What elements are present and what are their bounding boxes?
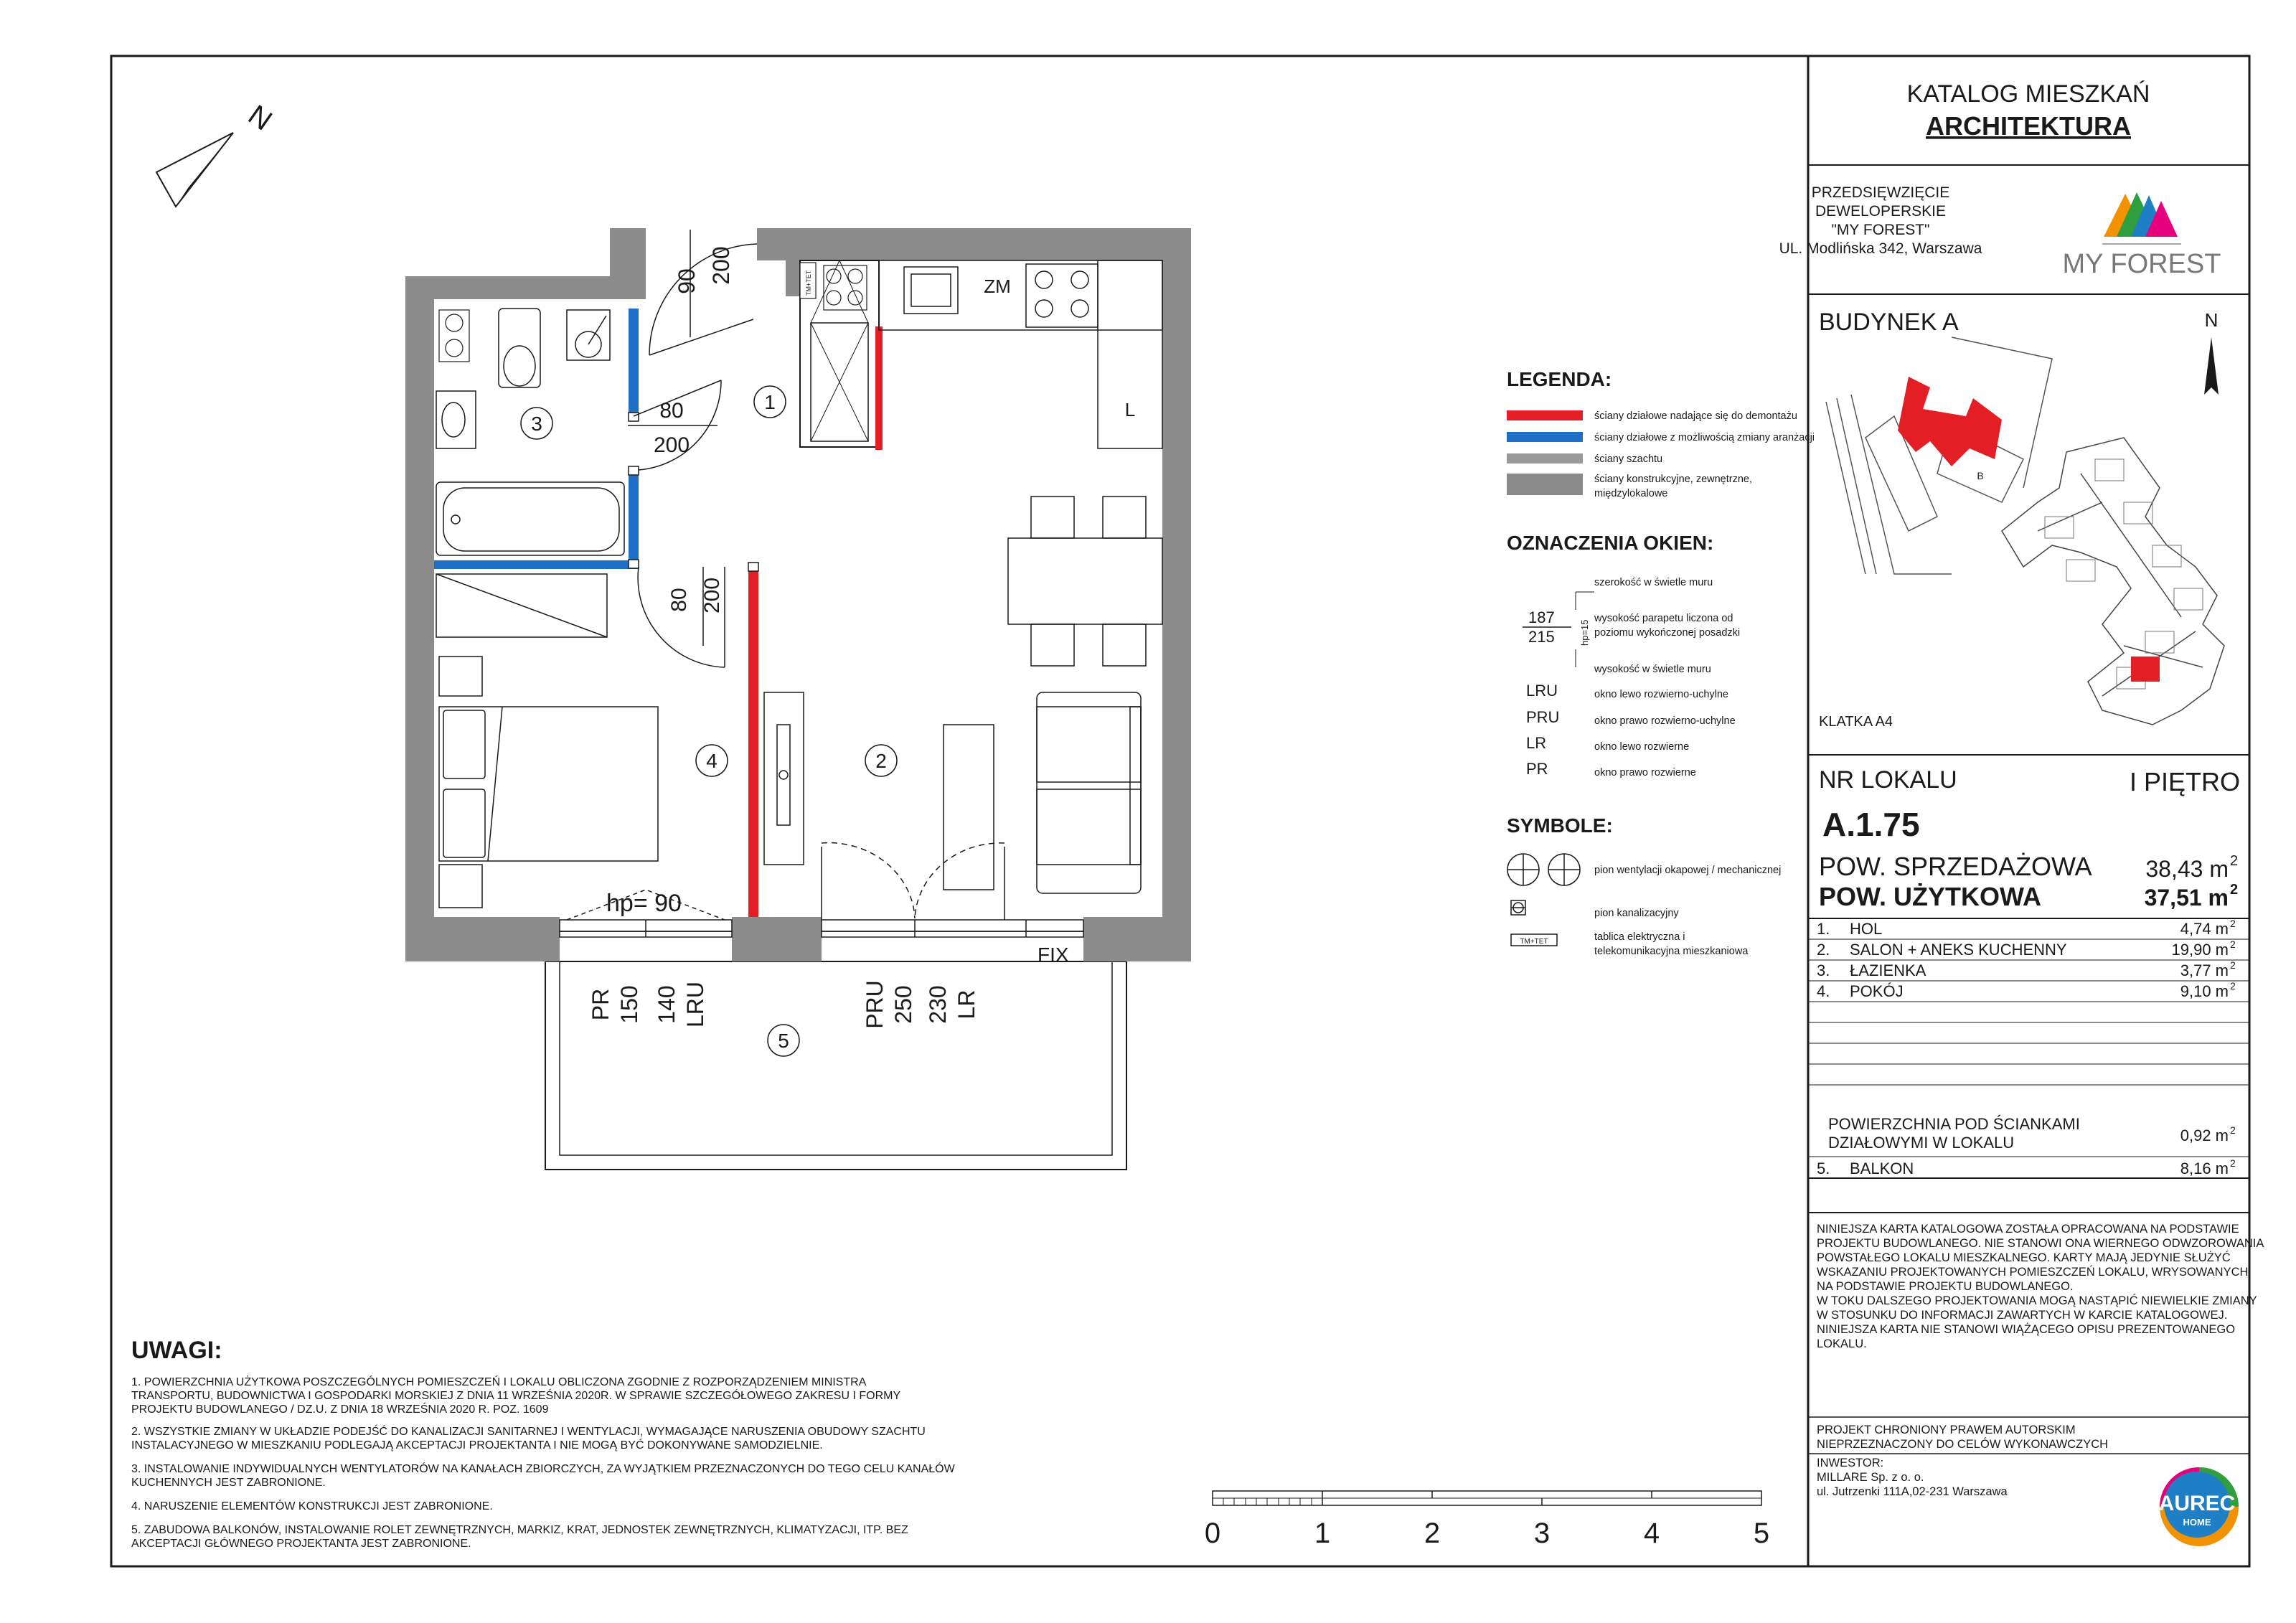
zm-label: ZM (984, 276, 1011, 297)
sill-height: hp= 90 (606, 890, 682, 917)
area-sup: 2 (2230, 882, 2239, 898)
note-line: 3. INSTALOWANIE INDYWIDUALNYCH WENTYLATORÓW NA KANAŁACH ZBIORCZYCH, ZA WYJĄTKIEM PRZEZNACZONYCH DO TEGO CELU KANAŁÓW (131, 1463, 955, 1475)
room-name: ŁAZIENKA (1850, 961, 1926, 979)
room-name: POKÓJ (1850, 982, 1904, 1000)
room-area: 9,10 m (2180, 982, 2229, 1000)
kitchen-furniture (879, 260, 1162, 893)
scale-bar (1205, 1491, 1769, 1549)
sale-area-label: POW. SPRZEDAŻOWA (1819, 852, 2092, 881)
usable-area-label: POW. UŻYTKOWA (1819, 882, 2041, 911)
door-width: 90 (674, 268, 700, 294)
door-height: 200 (653, 433, 690, 457)
copyright-line: PROJEKT CHRONIONY PRAWEM AUTORSKIM (1817, 1424, 2076, 1436)
area-sup: 2 (2230, 1157, 2236, 1169)
area-sup: 2 (2230, 980, 2236, 992)
investor-address: ul. Jutrzenki 111A,02-231 Warszawa (1817, 1485, 2008, 1498)
site-building-letter: B (1977, 470, 1984, 481)
usable-area-value: 37,51 m (2144, 885, 2229, 911)
stair-label: KLATKA A4 (1819, 714, 1893, 730)
rearrangeable-wall (629, 474, 639, 567)
room-number-hall: 1 (764, 391, 776, 413)
panel-code: TM+TET (805, 270, 812, 296)
floor-plan (156, 99, 1191, 1170)
header-line1: KATALOG MIESZKAŃ (1906, 80, 2150, 108)
note-line: INSTALACYJNEGO W MIESZKANIU PODLEGAJĄ AKCEPTACJI PROJEKTANTA I NIE MOGĄ BYĆ DOKONYWANE SAMODZIELNIE. (131, 1439, 823, 1452)
area-sup: 2 (2230, 1124, 2236, 1136)
under-walls-line2: DZIAŁOWYMI W LOKALU (1828, 1134, 2015, 1152)
note-line: AKCEPTACJI GŁÓWNEGO PROJEKTANTA JEST ZABRONIONE. (131, 1538, 471, 1550)
window-sample-width: 187 (1528, 608, 1555, 626)
note-line: TRANSPORTU, BUDOWNICTWA I GOSPODARKI MORSKIEJ Z DNIA 11 WRZEŚNIA 2020R. W SPRAWIE SZCZEGÓŁOWEGO ZAKRESU I FORMY (131, 1390, 901, 1402)
disclaimer-line: W TOKU DALSZEGO PROJEKTOWANIA MOGĄ NASTĄPIĆ NIEWIELKIE ZMIANY (1817, 1294, 2257, 1307)
note-line: 5. ZABUDOWA BALKONÓW, INSTALOWANIE ROLET ZEWNĘTRZNYCH, MARKIZ, KRAT, JEDNOSTEK ZEWNĘTRZNYCH, KLIMATYZACJI, ITP. BEZ (131, 1524, 908, 1536)
legend-swatch-shaft (1507, 453, 1583, 464)
highlighted-stair (2131, 657, 2160, 682)
area-sup: 2 (2230, 959, 2236, 971)
window-type: PRU (862, 980, 888, 1029)
table-row (1817, 938, 2236, 959)
floor-label: I PIĘTRO (2129, 767, 2240, 796)
table-row (1817, 959, 2236, 979)
panel-code: TM+TET (1520, 938, 1548, 946)
window-type-desc: okno prawo rozwierne (1594, 767, 1696, 778)
window-type-code: PR (1526, 760, 1548, 778)
window-height: 230 (925, 985, 951, 1024)
window-desc: szerokość w świetle muru (1594, 577, 1713, 588)
scale-tick-label: 0 (1204, 1518, 1221, 1549)
legend-label: międzylokalowe (1594, 488, 1668, 499)
key-plan (1819, 309, 2224, 730)
unit-number: A.1.75 (1822, 806, 1920, 843)
under-walls-line1: POWIERZCHNIA POD ŚCIANKAMI (1828, 1115, 2080, 1133)
aurec-logo-text: AUREC (2158, 1492, 2236, 1515)
rearrangeable-wall (434, 560, 639, 569)
legend-label: ściany działowe nadające się do demontażu (1594, 410, 1797, 422)
disclaimer-line: LOKALU. (1817, 1337, 1867, 1350)
developer-address: UL. Modlińska 342, Warszawa (1779, 240, 1982, 257)
area-sup: 2 (2230, 918, 2236, 929)
key-plan-north-label: N (2204, 309, 2219, 331)
demountable-wall (748, 563, 758, 917)
room-area: 19,90 m (2171, 941, 2229, 959)
window-type-code: PRU (1526, 708, 1560, 726)
scale-tick-label: 3 (1533, 1518, 1551, 1549)
scale-tick-label: 4 (1643, 1518, 1660, 1549)
room-number-bathroom: 3 (531, 413, 542, 435)
area-sup: 2 (2230, 853, 2239, 869)
window-type-desc: okno lewo rozwierne (1594, 741, 1690, 753)
investor-label: INWESTOR: (1817, 1457, 1884, 1469)
fridge-label: L (1124, 399, 1136, 420)
building-title: BUDYNEK A (1819, 309, 1959, 336)
plan-north-arrow-icon (156, 99, 278, 207)
legend-swatch-blue (1507, 432, 1583, 442)
developer-line: "MY FOREST" (1831, 222, 1930, 238)
window-height: 140 (654, 985, 679, 1024)
plan-north-label: N (243, 99, 278, 137)
header-line2: ARCHITEKTURA (1926, 111, 2131, 141)
window-type-desc: okno prawo rozwierno-uchylne (1594, 715, 1736, 727)
window-type: PR (588, 988, 613, 1021)
symbol-label: pion kanalizacyjny (1594, 908, 1679, 919)
north-arrow-icon (2204, 337, 2219, 395)
sewer-riser-icon (1511, 900, 1525, 915)
room-name: HOL (1850, 920, 1883, 938)
disclaimer-line: NINIEJSZA KARTA NIE STANOWI WIĄŻĄCEGO OPISU PREZENTOWANEGO (1817, 1323, 2236, 1336)
window-sample-hp: hp=15 (1579, 619, 1590, 646)
symbol-label: pion wentylacji okapowej / mechanicznej (1594, 865, 1782, 876)
note-line: 1. POWIERZCHNIA UŻYTKOWA POSZCZEGÓLNYCH POMIESZCZEŃ I LOKALU OBLICZONA ZGODNIE Z ROZPORZĄDZENIEM MINISTRA (131, 1376, 867, 1388)
room-number-living: 2 (875, 750, 887, 772)
balcony-row (1817, 1157, 2236, 1177)
legend-label: ściany szachtu (1594, 453, 1663, 465)
window-sample-height: 215 (1528, 628, 1555, 646)
logo-text: MY FOREST (2062, 249, 2221, 279)
disclaimer-line: NA PODSTAWIE PROJEKTU BUDOWLANEGO. (1817, 1280, 2074, 1293)
fix-label: FIX (1038, 944, 1069, 966)
windows-title: OZNACZENIA OKIEN: (1507, 532, 1714, 554)
symbol-label: tablica elektryczna i (1594, 931, 1685, 943)
room-no: 4. (1817, 982, 1830, 1000)
investor-name: MILLARE Sp. z o. o. (1817, 1471, 1924, 1484)
under-walls-area: 0,92 m (2180, 1126, 2229, 1144)
door-width: 80 (659, 399, 684, 423)
disclaimer-line: POWSTAŁEGO LOKALU MIESZKALNEGO. KARTY MAJĄ JEDYNIE SŁUŻYĆ (1817, 1251, 2231, 1264)
bathroom-fixtures (436, 309, 624, 637)
developer-line: PRZEDSIĘWZIĘCIE (1811, 184, 1950, 201)
room-area: 4,74 m (2180, 920, 2229, 938)
legend-swatch-red (1507, 410, 1583, 420)
legend-swatch-structural (1507, 474, 1583, 495)
window-desc: wysokość w świetle muru (1594, 664, 1711, 675)
note-line: 2. WSZYSTKIE ZMIANY W UKŁADZIE PODEJŚĆ DO KANALIZACJI SANITARNEJ I WENTYLACJI, WYMAGAJĄCE NARUSZENIA OBUDOWY SZACHTU (131, 1426, 926, 1438)
disclaimer-line: W STOSUNKU DO INFORMACJI ZAWARTYCH W KARCIE KATALOGOWEJ. (1817, 1309, 2228, 1322)
legend-label: ściany działowe z możliwością zmiany aranżacji (1594, 432, 1815, 443)
highlighted-building (1898, 377, 2002, 466)
unit-info (1819, 766, 2240, 911)
rearrangeable-wall (629, 309, 639, 413)
scale-tick-label: 5 (1753, 1518, 1770, 1549)
room-no: 3. (1817, 961, 1830, 979)
door-height: 200 (708, 246, 734, 285)
disclaimer-line: WSKAZANIU PROJEKTOWANYCH POMIESZCZEŃ LOKALU, WRYSOWANYCH (1817, 1266, 2249, 1279)
developer-info (1779, 184, 1982, 257)
window-desc: poziomu wykończonej posadzki (1594, 627, 1741, 639)
room-no: 1. (1817, 920, 1830, 938)
room-name: SALON + ANEKS KUCHENNY (1850, 941, 2067, 959)
note-line: 4. NARUSZENIE ELEMENTÓW KONSTRUKCJI JEST ZABRONIONE. (131, 1500, 493, 1513)
aurec-logo-subtext: HOME (2183, 1517, 2211, 1528)
legend-label: ściany konstrukcyjne, zewnętrzne, (1594, 474, 1753, 485)
table-row (1817, 980, 2236, 1000)
title-block (1779, 80, 2264, 1546)
note-line: KUCHENNYCH JEST ZABRONIONE. (131, 1477, 326, 1489)
nr-lokalu-label: NR LOKALU (1819, 766, 1957, 794)
window-width: 250 (890, 985, 916, 1024)
table-row (1817, 918, 2236, 938)
symbol-label: telekomunikacyjna mieszkaniowa (1594, 946, 1749, 957)
structural-walls (405, 228, 1191, 961)
vent-riser-icon (1507, 854, 1580, 885)
notes-title: UWAGI: (131, 1337, 222, 1364)
scale-tick-label: 1 (1314, 1518, 1331, 1549)
balcony-area: 8,16 m (2180, 1159, 2229, 1177)
door-width: 80 (667, 588, 691, 612)
symbols-title: SYMBOLE: (1507, 814, 1613, 837)
my-forest-logo (2063, 192, 2221, 279)
room-area: 3,77 m (2180, 961, 2229, 979)
copyright-line: NIEPRZEZNACZONY DO CELÓW WYKONAWCZYCH (1817, 1438, 2109, 1451)
disclaimer-line: PROJEKTU BUDOWLANEGO. NIE STANOWI ONA WIERNEGO ODWZOROWANIA (1817, 1237, 2264, 1250)
disclaimer-line: NINIEJSZA KARTA KATALOGOWA ZOSTAŁA OPRACOWANA NA PODSTAWIE (1817, 1223, 2239, 1236)
window-type-code: LR (1526, 734, 1547, 752)
sale-area-value: 38,43 m (2145, 856, 2229, 882)
window-type: LRU (682, 981, 708, 1028)
legend (1507, 368, 1815, 957)
window-type-code: LRU (1526, 682, 1558, 700)
disclaimer (1808, 1213, 2264, 1350)
developer-line: DEWELOPERSKIE (1815, 203, 1947, 220)
legend-title: LEGENDA: (1507, 368, 1612, 390)
electrical-panel-icon (1511, 934, 1557, 946)
notes (131, 1337, 956, 1550)
balcony-name: BALKON (1850, 1159, 1914, 1177)
window-width: 150 (616, 985, 642, 1024)
demountable-wall (875, 326, 883, 450)
area-sup: 2 (2230, 938, 2236, 950)
window-type-desc: okno lewo rozwierno-uchylne (1594, 689, 1728, 700)
window-type: LR (954, 989, 979, 1020)
note-line: PROJEKTU BUDOWLANEGO / DZ.U. Z DNIA 18 WRZEŚNIA 2020 R. POZ. 1609 (131, 1403, 549, 1416)
electrical-panel (800, 263, 816, 298)
aurec-logo (2159, 1467, 2239, 1546)
door-height: 200 (700, 577, 724, 614)
room-no: 2. (1817, 941, 1830, 959)
balcony-no: 5. (1817, 1159, 1830, 1177)
window-desc: wysokość parapetu liczona od (1594, 613, 1733, 624)
room-rows (1817, 918, 2236, 1177)
under-walls-row (1828, 1115, 2236, 1152)
room-number-balcony: 5 (778, 1030, 789, 1052)
room-number-bedroom: 4 (706, 750, 718, 772)
scale-tick-label: 2 (1424, 1518, 1441, 1549)
